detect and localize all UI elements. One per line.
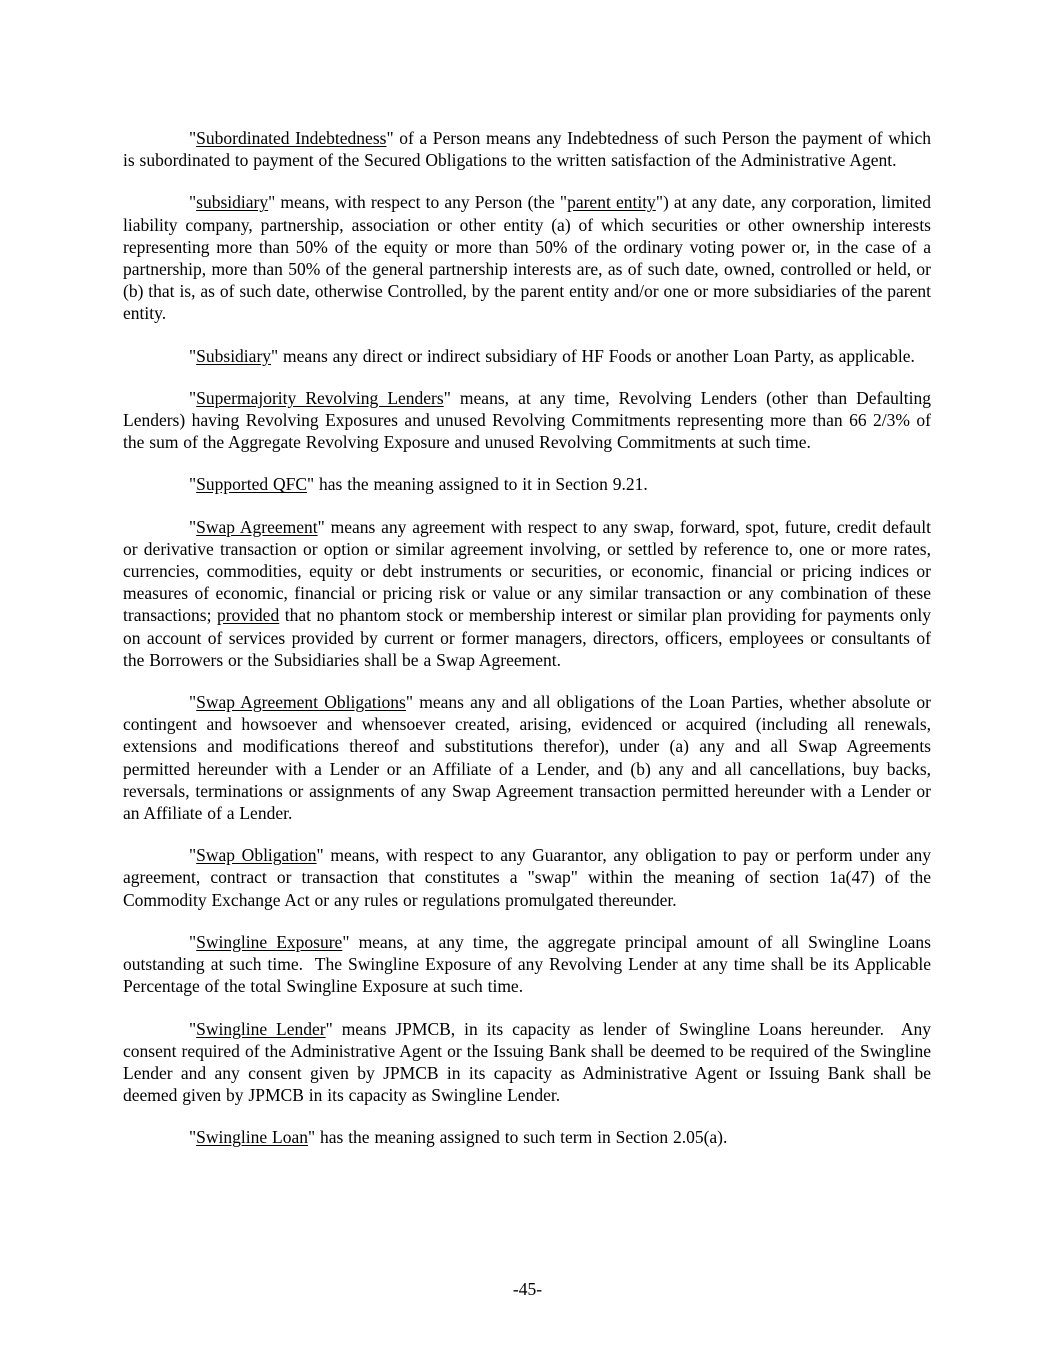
paragraph	[123, 1018, 931, 1107]
paragraph-text: "	[189, 474, 197, 495]
paragraph-text: " has the meaning assigned to such term in Section 2.05(a).	[307, 1127, 728, 1148]
defined-term: Supported QFC	[196, 474, 308, 495]
paragraph-text: "	[189, 1018, 197, 1039]
paragraph-text: "	[189, 516, 197, 537]
paragraph-text: "	[189, 1127, 197, 1148]
defined-term: Swap Agreement	[196, 516, 318, 537]
document-body	[123, 127, 931, 1169]
defined-term: parent entity	[567, 192, 656, 213]
paragraph-text: " of a Person means any Indebtedness of such Person the payment of which is subordinated to payment of the Secured Obligations to the written satisfaction of the Administrative Agent.	[123, 128, 931, 171]
paragraph-text: " means any agreement with respect to any swap, forward, spot, future, credit default or derivative transaction or option or similar agreement involving, or settled by reference to, one or more rates, currencies, commodities, equity or debt instruments or securities, or economic, financial or pricing indices or measures of economic, financial or pricing risk or value or any similar transaction or any combination of these transactions;	[123, 516, 931, 626]
paragraph-text: " means, with respect to any Person (the "	[268, 192, 568, 213]
paragraph-text: that no phantom stock or membership interest or similar plan providing for payments only on account of services provided by current or former managers, directors, officers, employees or consultants of the Borrowers or the Subsidiaries shall be a Swap Agreement.	[123, 605, 932, 670]
defined-term: Subordinated Indebtedness	[196, 128, 387, 148]
paragraph	[123, 1126, 931, 1148]
paragraph-text: " means, at any time, the aggregate principal amount of all Swingline Loans outstanding at such time. The Swingline Exposure of any Revolving Lender at any time shall be its Applicable Percentage of the total Swingline Exposure at such time.	[123, 931, 931, 997]
defined-term: provided	[216, 605, 280, 626]
paragraph-text: " means, at any time, Revolving Lenders (other than Defaulting Lenders) having Revolving Exposures and unused Revolving Commitments representing more than 66 2/3% of the sum of the Aggregate Revolving Exposure and unused Revolving Commitments at such time.	[123, 387, 931, 453]
defined-term: Swingline Lender	[196, 1018, 326, 1039]
paragraph	[123, 516, 931, 671]
defined-term: Swap Agreement Obligations	[196, 692, 406, 713]
paragraph	[123, 191, 931, 324]
defined-term: Swingline Exposure	[196, 931, 343, 952]
page-number: -45-	[512, 1279, 543, 1299]
paragraph-text: " means, with respect to any Guarantor, any obligation to pay or perform under any agreement, contract or transaction that constitutes a "swap" within the meaning of section 1a(47) of the Commodity Exchange Act or any rules or regulations promulgated thereunder.	[123, 845, 931, 910]
paragraph	[123, 931, 931, 998]
defined-term: Swap Obligation	[196, 845, 317, 866]
paragraph-text: "	[189, 387, 197, 408]
paragraph-text: "	[189, 345, 197, 366]
paragraph	[123, 691, 931, 824]
paragraph-text: " means any direct or indirect subsidiary of HF Foods or another Loan Party, as applicable.	[271, 345, 915, 366]
paragraph	[123, 345, 931, 367]
paragraph-text: " means any and all obligations of the Loan Parties, whether absolute or contingent and howsoever and whensoever created, arising, evidenced or acquired (including all renewals, extensions and modifications thereof and substitutions therefor), under (a) any and all Swap Agreements permitted hereunder with a Lender or an Affiliate of a Lender, and (b) any and all cancellations, buy backs, reversals, terminations or assignments of any Swap Agreement transaction permitted hereunder with a Lender or an Affiliate of a Lender.	[123, 692, 931, 824]
defined-term: Swingline Loan	[196, 1127, 308, 1148]
defined-term: subsidiary	[196, 192, 269, 213]
paragraph	[123, 387, 931, 454]
paragraph-text: " means JPMCB, in its capacity as lender of Swingline Loans hereunder. Any consent required of the Administrative Agent or the Issuing Bank shall be deemed to be required of the Swingline Lender and any consent given by JPMCB in its capacity as Administrative Agent or Issuing Bank shall be deemed given by JPMCB in its capacity as Swingline Lender.	[123, 1018, 931, 1106]
paragraph-text: "	[189, 128, 197, 148]
paragraph	[123, 127, 931, 171]
defined-term: Supermajority Revolving Lenders	[196, 387, 444, 408]
paragraph	[123, 844, 931, 911]
paragraph-text: " has the meaning assigned to it in Section 9.21.	[307, 474, 648, 495]
defined-term: Subsidiary	[196, 345, 272, 366]
paragraph-text: ") at any date, any corporation, limited liability company, partnership, association or other entity (a) of which securities or other ownership interests representing more than 50% of the equity or more than 50% of the ordinary voting power or, in the case of a partnership, more than 50% of the general partnership interests are, as of such date, owned, controlled or held, or (b) that is, as of such date, otherwise Controlled, by the parent entity and/or one or more subsidiaries of the parent entity.	[123, 192, 931, 324]
paragraph-text: "	[189, 192, 197, 213]
paragraph-text: "	[189, 692, 197, 713]
paragraph-text: "	[189, 931, 197, 952]
paragraph	[123, 473, 931, 495]
paragraph-text: "	[189, 845, 197, 866]
